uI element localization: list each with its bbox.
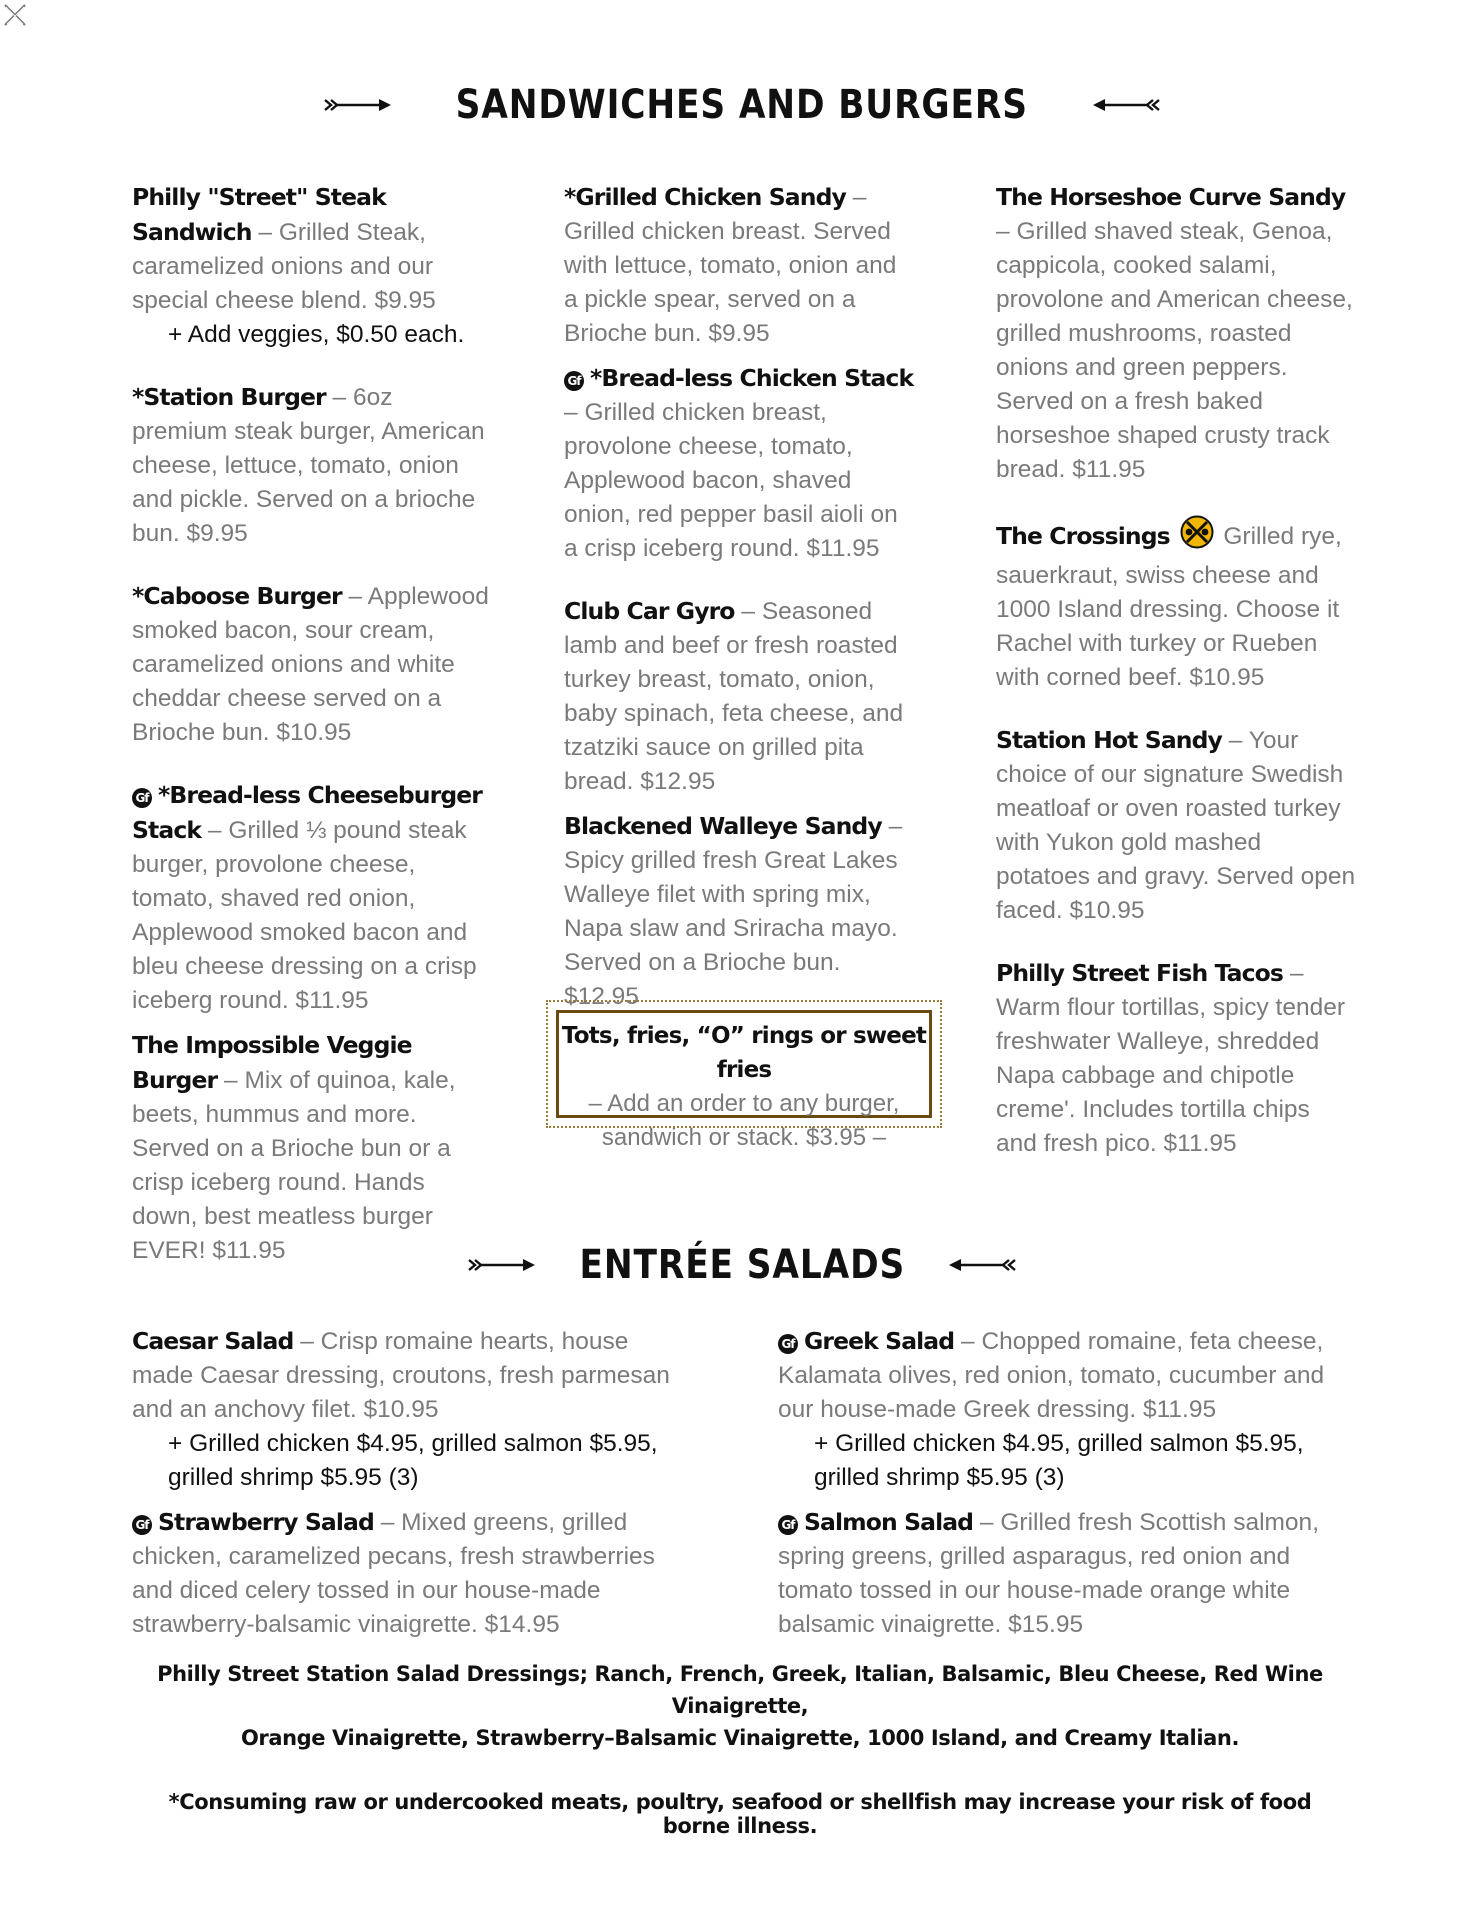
menu-item: *Grilled Chicken Sandy – Grilled chicken breast. Served with lettuce, tomato, onion and a pickle spear, served on a Brioche bun. $9.95	[564, 183, 897, 347]
item-description: Applewood smoked bacon, sour cream, caramelized onions and white cheddar cheese served on a Brioche bun. $10.95	[132, 583, 489, 746]
menu-item: Gf Greek Salad – Chopped romaine, feta cheese, Kalamata olives, red onion, tomato, cucumber and our house-made Greek dressing. $11.95	[778, 1327, 1325, 1423]
railroad-crossing-sign-icon	[2, 2, 28, 28]
menu-item: Blackened Walleye Sandy – Spicy grilled fresh Great Lakes Walleye filet with spring mix, Napa slaw and Sriracha mayo. Served on a Brioche bun. $12.95	[564, 812, 903, 1010]
item-name: Philly Street Fish Tacos	[996, 959, 1283, 987]
item-description: Grilled Steak, caramelized onions and our special cheese blend. $9.95	[132, 219, 436, 314]
item-description: 6oz premium steak burger, American cheese, lettuce, tomato, onion and pickle. Served on a brioche bun. $9.95	[132, 384, 485, 547]
salads-heading	[0, 1242, 1484, 1288]
salad-column-2	[778, 1324, 1338, 1642]
arrow-left-icon	[1091, 96, 1161, 114]
item-name: Club Car Gyro	[564, 597, 735, 625]
item-name: Blackened Walleye Sandy	[564, 812, 882, 840]
menu-item: The Impossible Veggie Burger – Mix of quinoa, kale, beets, hummus and more. Served on a Brioche bun or a crisp iceberg round. Hands down, best meatless burger EVER! $11.95	[132, 1031, 456, 1264]
sides-title: Tots, fries, “O” rings or sweet fries	[561, 1023, 927, 1083]
sides-line: sandwich or stack. $3.95 –	[601, 1124, 887, 1151]
item-description: Grilled ⅓ pound steak burger, provolone cheese, tomato, shaved red onion, Applewood smoked bacon and bleu cheese dressing on a crisp iceberg round. $11.95	[132, 817, 477, 1014]
menu-item: *Caboose Burger – Applewood smoked bacon, sour cream, caramelized onions and white cheddar cheese served on a Brioche bun. $10.95	[132, 582, 489, 746]
item-name: Caesar Salad	[132, 1327, 294, 1355]
menu-item: Club Car Gyro – Seasoned lamb and beef or fresh roasted turkey breast, tomato, onion, baby spinach, feta cheese, and tzatziki sauce on grilled pita bread. $12.95	[564, 597, 904, 795]
gluten-free-icon: Gf	[778, 1515, 798, 1535]
sandwiches-heading	[0, 82, 1484, 128]
item-name: *Bread-less Chicken Stack	[590, 364, 914, 392]
sides-box	[546, 1000, 942, 1151]
sandwich-column-3	[996, 180, 1356, 1161]
item-name: The Horseshoe Curve Sandy	[996, 183, 1346, 211]
item-description: Warm flour tortillas, spicy tender freshwater Walleye, shredded Napa cabbage and chipotle creme'. Includes tortilla chips and fresh pico. $11.95	[996, 994, 1345, 1157]
menu-item: The Horseshoe Curve Sandy – Grilled shaved steak, Genoa, cappicola, cooked salami, provolone and American cheese, grilled mushrooms, roasted onions and green peppers. Served on a fresh baked horseshoe shaped crusty track bread. $11.95	[996, 183, 1353, 483]
item-description: Spicy grilled fresh Great Lakes Walleye filet with spring mix, Napa slaw and Sriracha mayo. Served on a Brioche bun. $12.95	[564, 847, 898, 1010]
item-description: Mixed greens, grilled chicken, caramelized pecans, fresh strawberries and diced celery tossed in our house-made strawberry-balsamic vinaigrette. $14.95	[132, 1509, 655, 1638]
item-addon: + Grilled chicken $4.95, grilled salmon $5.95,	[168, 1430, 658, 1457]
sandwich-column-2	[564, 180, 914, 1014]
item-description: Mix of quinoa, kale, beets, hummus and more. Served on a Brioche bun or a crisp iceberg round. Hands down, best meatless burger EVER! $11.95	[132, 1067, 456, 1264]
menu-item: *Station Burger – 6oz premium steak burger, American cheese, lettuce, tomato, onion and pickle. Served on a brioche bun. $9.95	[132, 383, 485, 547]
item-description: Grilled shaved steak, Genoa, cappicola, cooked salami, provolone and American cheese, grilled mushrooms, roasted onions and green peppers. Served on a fresh baked horseshoe shaped crusty track bread. $11.95	[996, 218, 1353, 483]
menu-item	[996, 515, 1356, 695]
item-name: Philly "Street" Steak Sandwich	[132, 183, 386, 246]
item-description: Crisp romaine hearts, house made Caesar dressing, croutons, fresh parmesan and an anchovy filet. $10.95	[132, 1328, 670, 1423]
item-description: Grilled chicken breast. Served with lettuce, tomato, onion and a pickle spear, served on a Brioche bun. $9.95	[564, 218, 897, 347]
railroad-crossing-icon	[1180, 515, 1214, 559]
item-description: Chopped romaine, feta cheese, Kalamata olives, red onion, tomato, cucumber and our house-made Greek dressing. $11.95	[778, 1328, 1325, 1423]
item-name: Strawberry Salad	[158, 1508, 374, 1536]
sandwich-column-1	[132, 180, 492, 1268]
menu-item: Philly "Street" Steak Sandwich – Grilled Steak, caramelized onions and our special cheese blend. $9.95	[132, 183, 436, 314]
section-title: SANDWICHES AND BURGERS	[455, 82, 1029, 128]
item-name: Station Hot Sandy	[996, 726, 1222, 754]
gluten-free-icon: Gf	[132, 788, 152, 808]
item-name: *Bread-less Cheeseburger Stack	[132, 781, 482, 844]
item-name: Salmon Salad	[804, 1508, 974, 1536]
item-name: *Grilled Chicken Sandy	[564, 183, 846, 211]
item-description: Your choice of our signature Swedish meatloaf or oven roasted turkey with Yukon gold mashed potatoes and gravy. Served open faced. $10.95	[996, 727, 1356, 924]
menu-item: Caesar Salad – Crisp romaine hearts, house made Caesar dressing, croutons, fresh parmesan and an anchovy filet. $10.95	[132, 1327, 670, 1423]
dressings-line: Orange Vinaigrette, Strawberry–Balsamic Vinaigrette, 1000 Island, and Creamy Italian.	[240, 1726, 1240, 1750]
arrow-right-icon	[323, 96, 393, 114]
item-addon: grilled shrimp $5.95 (3)	[814, 1464, 1065, 1491]
salad-column-1	[132, 1324, 692, 1642]
item-name: *Station Burger	[132, 383, 326, 411]
item-description: Grilled chicken breast, provolone cheese, tomato, Applewood bacon, shaved onion, red pepper basil aioli on a crisp iceberg round. $11.95	[564, 399, 898, 562]
arrow-left-icon	[947, 1256, 1017, 1274]
menu-item: Gf *Bread-less Cheeseburger Stack – Grilled ⅓ pound steak burger, provolone cheese, tomato, shaved red onion, Applewood smoked bacon and bleu cheese dressing on a crisp iceberg round. $11.95	[132, 781, 482, 1014]
menu-item: Gf *Bread-less Chicken Stack – Grilled chicken breast, provolone cheese, tomato, Applewood bacon, shaved onion, red pepper basil aioli on a crisp iceberg round. $11.95	[564, 364, 914, 562]
gluten-free-icon: Gf	[778, 1334, 798, 1354]
menu-item: Station Hot Sandy – Your choice of our signature Swedish meatloaf or oven roasted turkey with Yukon gold mashed potatoes and gravy. Served open faced. $10.95	[996, 726, 1356, 924]
item-description: Seasoned lamb and beef or fresh roasted turkey breast, tomato, onion, baby spinach, feta cheese, and tzatziki sauce on grilled pita bread. $12.95	[564, 598, 904, 795]
dressings-line: Philly Street Station Salad Dressings; Ranch, French, Greek, Italian, Balsamic, Bleu Cheese, Red Wine Vinaigrette,	[157, 1662, 1323, 1718]
item-addon: grilled shrimp $5.95 (3)	[168, 1464, 419, 1491]
salad-dressings-note	[140, 1658, 1340, 1754]
gluten-free-icon: Gf	[564, 371, 584, 391]
food-safety-disclaimer: *Consuming raw or undercooked meats, poultry, seafood or shellfish may increase your risk of food borne illness.	[168, 1790, 1312, 1838]
item-name: Greek Salad	[804, 1327, 955, 1355]
menu-item: Gf Salmon Salad – Grilled fresh Scottish salmon, spring greens, grilled asparagus, red onion and tomato tossed in our house-made orange white balsamic vinaigrette. $15.95	[778, 1508, 1319, 1638]
arrow-right-icon	[467, 1256, 537, 1274]
section-title: ENTRÉE SALADS	[579, 1242, 905, 1288]
item-description: Grilled rye, sauerkraut, swiss cheese and 1000 Island dressing. Choose it Rachel with turkey or Rueben with corned beef. $10.95	[996, 523, 1342, 691]
item-name: *Caboose Burger	[132, 582, 342, 610]
menu-item: Philly Street Fish Tacos – Warm flour tortillas, spicy tender freshwater Walleye, shredded Napa cabbage and chipotle creme'. Includes tortilla chips and fresh pico. $11.95	[996, 959, 1345, 1157]
item-addon: + Add veggies, $0.50 each.	[168, 321, 465, 348]
item-addon: + Grilled chicken $4.95, grilled salmon $5.95,	[814, 1430, 1304, 1457]
item-name: The Impossible Veggie Burger	[132, 1031, 412, 1094]
item-description: Grilled fresh Scottish salmon, spring greens, grilled asparagus, red onion and tomato tossed in our house-made orange white balsamic vinaigrette. $15.95	[778, 1509, 1319, 1638]
menu-item: Gf Strawberry Salad – Mixed greens, grilled chicken, caramelized pecans, fresh strawberries and diced celery tossed in our house-made strawberry-balsamic vinaigrette. $14.95	[132, 1508, 655, 1638]
item-name: The Crossings	[996, 522, 1170, 550]
sides-line: – Add an order to any burger,	[588, 1090, 900, 1117]
gluten-free-icon: Gf	[132, 1515, 152, 1535]
sides-box-inner	[556, 1010, 932, 1151]
